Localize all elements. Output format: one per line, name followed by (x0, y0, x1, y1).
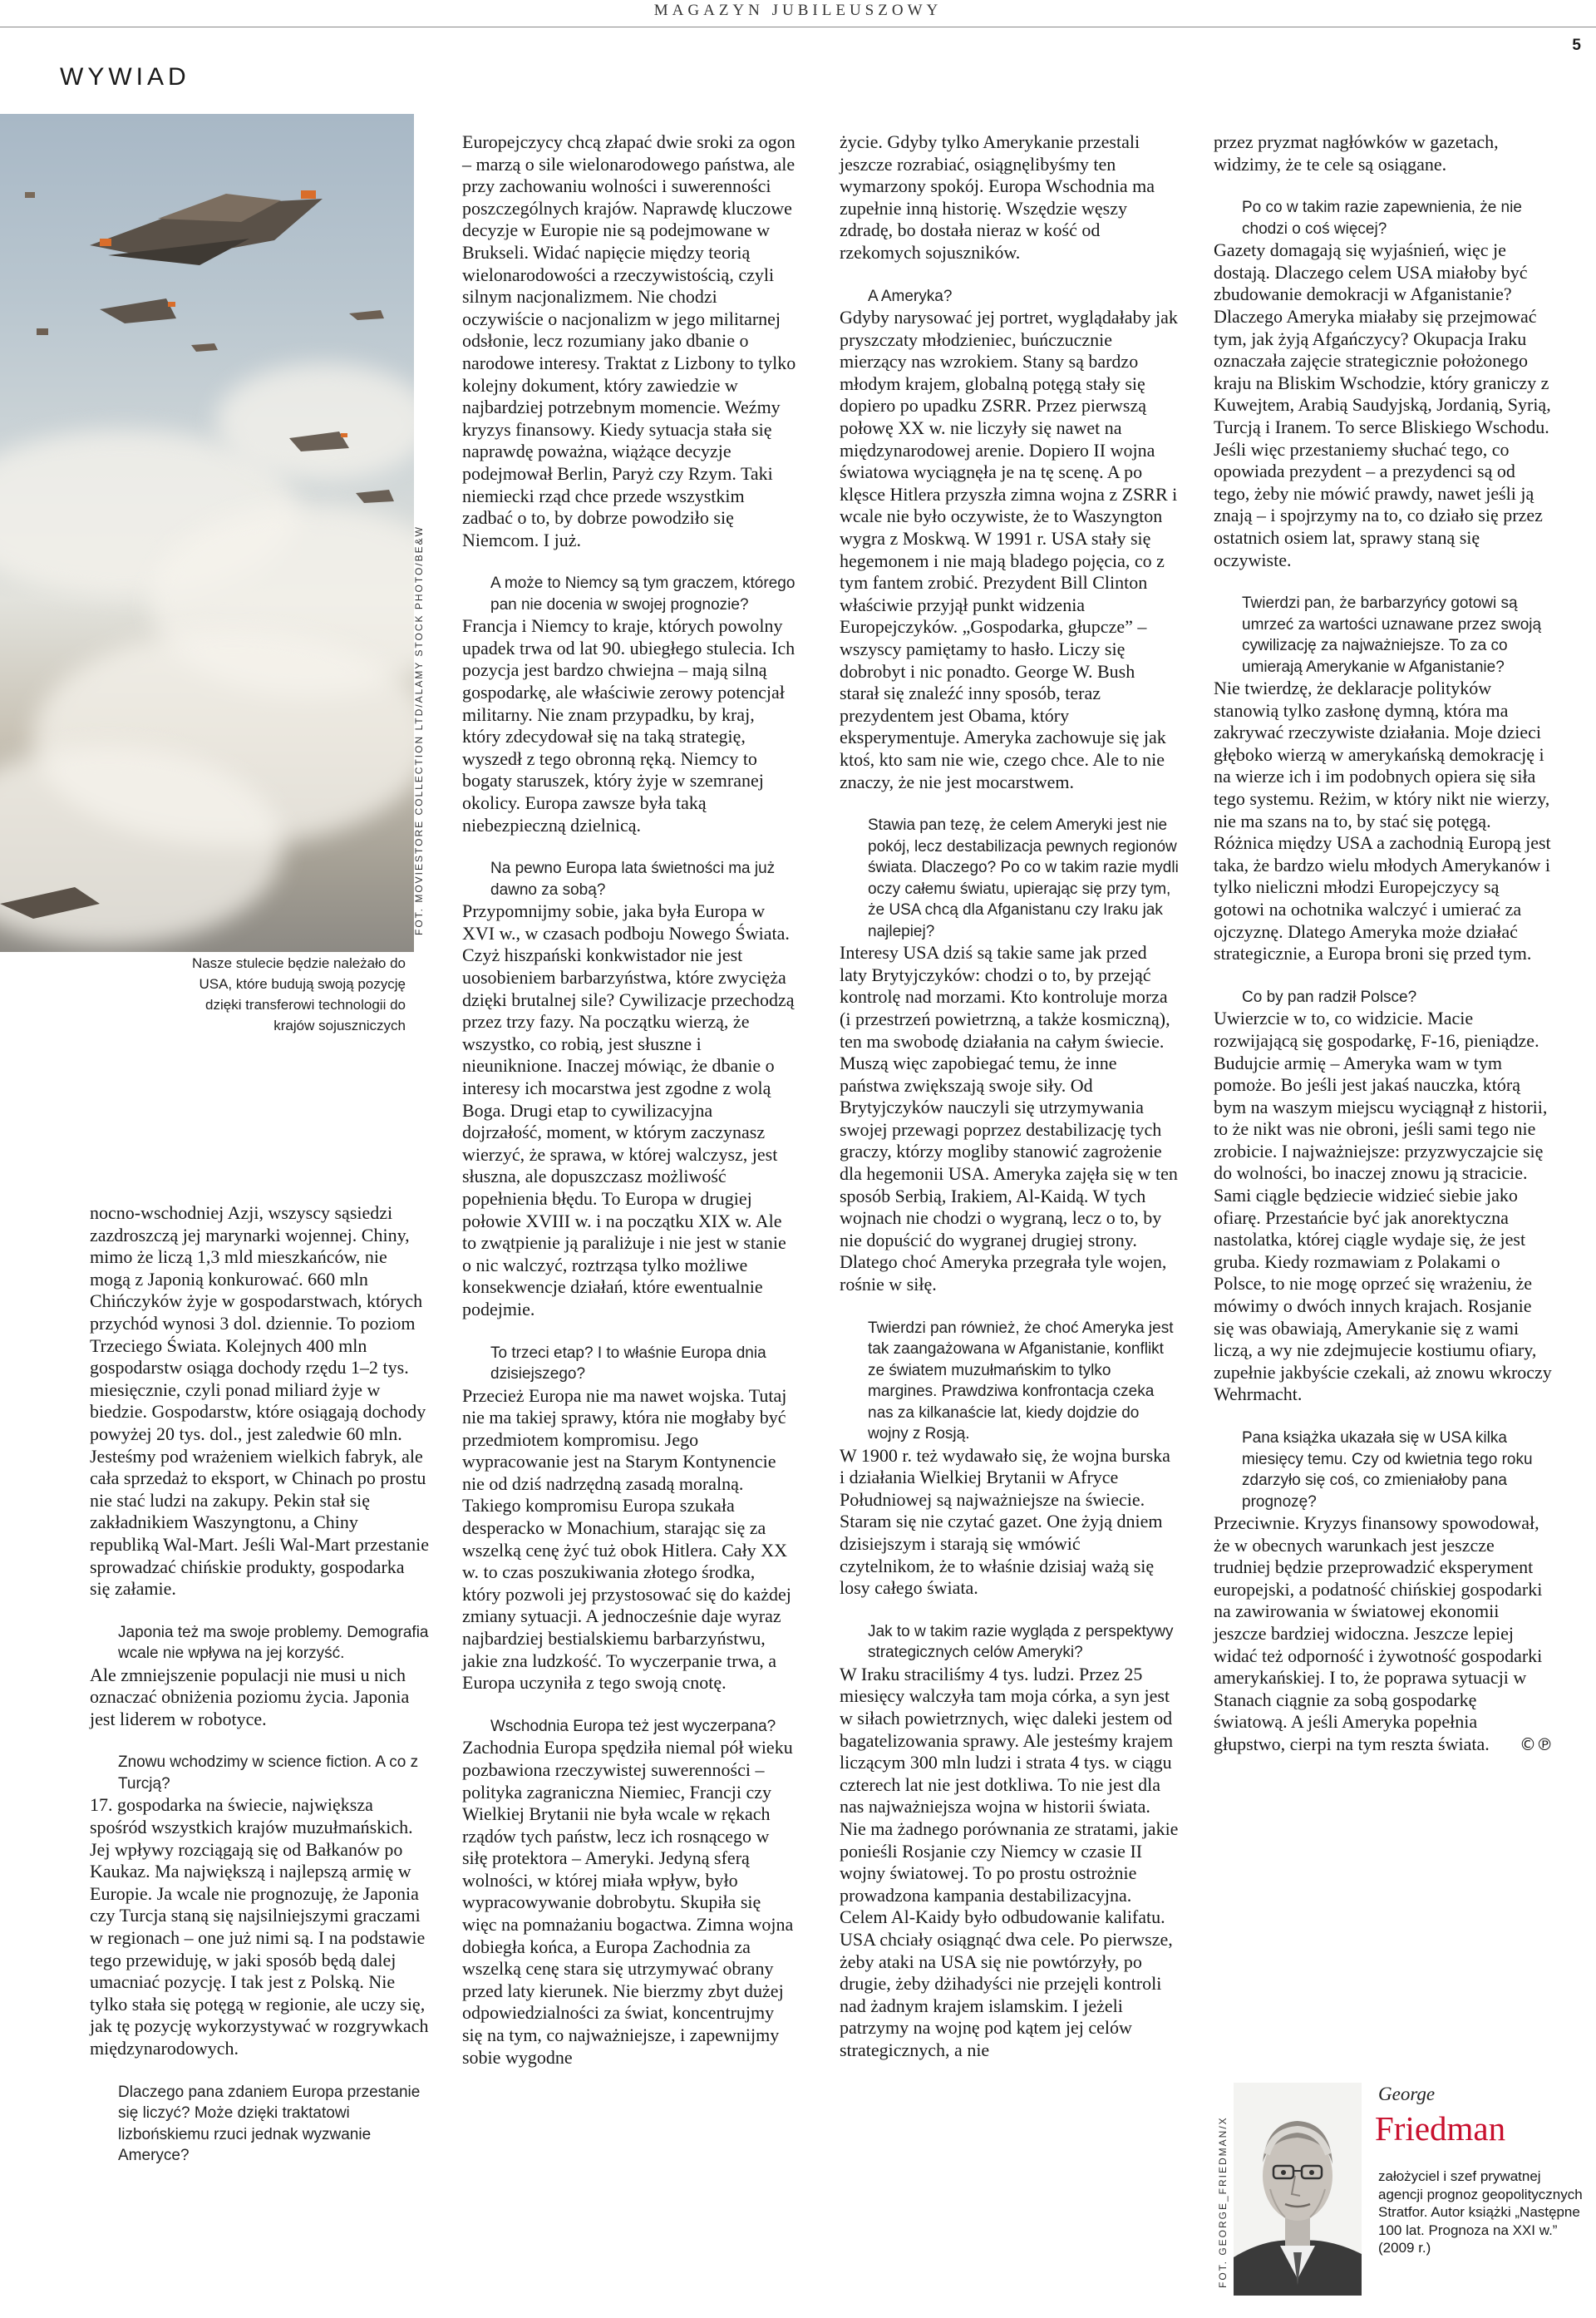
interview-question: A może to Niemcy są tym graczem, którego pan nie docenia w swojej prognozie? (490, 575, 796, 614)
article-paragraph: Gazety domagają się wyjaśnień, więc je dostają. Dlaczego celem USA miałoby być zbudowanie demokracji w Afganistanie? Dlaczego Ameryka miałaby się przejmować tym, jak żyją Afgańczycy? Okupacja Iraku oznaczała zajęcie strategicznie położonego kraju na Bliskim Wschodzie, który graniczy z Kuwejtem, Arabią Saudyjską, Jordanią, Syrią, Turcją i Iranem. To serce Bliskiego Wschodu. Jeśli więc przestaniemy słuchać tego, co opowiada prezydent – a prezydenci są od tego, żeby nie mówić prawdy, nawet jeśli ją znają – i spojrzymy na to, co działo się przez ostatnich osiem lat, sprawy staną się oczywiste. (1214, 239, 1551, 570)
section-label: WYWIAD (60, 63, 190, 91)
interview-question: Twierdzi pan również, że choć Ameryka jest tak zaangażowana w Afganistanie, konflikt ze światem muzułmańskim to tylko margines. Prawdziwa konfrontacja czeka nas za kilkanaście lat, kiedy dojdzie do wojny z Rosją. (868, 1319, 1174, 1443)
article-paragraph: życie. Gdyby tylko Amerykanie przestali jeszcze rozrabiać, osiągnęlibyśmy ten wymarzony spokój. Europa Wschodnia ma zupełnie inną historię. Wszędzie węszy zdradę, bo dostała nieraz w kość od rzekomych sojuszników. (840, 131, 1155, 263)
article-paragraph: przez pryzmat nagłówków w gazetach, widzimy, że te cele są osiągane. (1214, 131, 1499, 175)
interview-question: Znowu wchodzimy w science fiction. A co z Turcją? (118, 1753, 419, 1793)
interview-question: A Ameryka? (868, 287, 953, 305)
interview-question: Wschodnia Europa też jest wyczerpana? (490, 1717, 776, 1735)
article-paragraph: Ale zmniejszenie populacji nie musi u nich oznaczać obniżenia poziomu życia. Japonia jest liderem w robotyce. (90, 1664, 410, 1729)
copyright-mark: ©℗ (1520, 1734, 1553, 1754)
article-ending: Przeciwnie. Kryzys finansowy spowodował, że w obecnych warunkach jest jeszcze trudniej będzie przeprowadzić eksperyment europejski, a podatność chińskiej gospodarki na zawirowania w światowej ekonomii jeszcze bardziej widoczna. Jeszcze lepiej widać też odporność i żywotność gospodarki amerykańskiej. I to, że poprawa sytuacji w Stanach ciągnie za sobą gospodarkę światową. A jeśli Ameryka popełnia głupstwo, cierpi na tym reszta świata. (1214, 1512, 1543, 1754)
interview-question: Po co w takim razie zapewnienia, że nie chodzi o coś więcej? (1242, 199, 1522, 238)
article-paragraph: Przypomnijmy sobie, jaka była Europa w XVI w., w czasach podboju Nowego Świata. Czyż hiszpański konkwistador nie jest uosobieniem barbarzyństwa, które zwycięża dzięki brutalnej sile? Cywilizacje przechodzą przez trzy fazy. Na początku wierzą, że wszystko, co robią, jest słuszne i nieuniknione. Inaczej mówiąc, że dbanie o interesy ich mocarstwa jest zgodne z wolą Boga. Drugi etap to cywilizacyjna dojrzałość, moment, w którym zaczynasz wierzyć, że sprawa, w której walczysz, jest słuszna, ale dopuszczasz możliwość popełnienia błędu. To Europa w drugiej połowie XVIII w. i na początku XIX w. Ale to zwątpienie ją paraliżuje i nie jest w stanie o nic walczyć, roztrząsa tylko możliwe konsekwencje działań, które ewentualnie podejmie. (462, 900, 795, 1319)
article-column-3 (840, 131, 1179, 2061)
article-paragraph: Europejczycy chcą złapać dwie sroki za ogon – marzą o sile wielonarodowego państwa, ale przy zachowaniu wolności i suwerenności poszczególnych krajów. Naprawdę kluczowe decyzje w Europie nie są podejmowane w Brukseli. Widać napięcie między teorią wielonarodowości a rzeczywistością, czyli silnym nacjonalizmem. Nie chodzi oczywiście o nacjonalizm w jego militarnej odsłonie, lecz rozumiany jako dbanie o narodowe interesy. Traktat z Lizbony to tylko kolejny dokument, który zawiedzie w najbardziej potrzebnym momencie. Weźmy kryzys finansowy. Kiedy sytuacja stała się naprawdę poważna, wiążące decyzje podejmował Berlin, Paryż czy Rzym. Taki niemiecki rząd chce przede wszystkim zadbać o to, by dobrze powodziło się Niemcom. I już. (462, 131, 796, 550)
page-number: 5 (1572, 37, 1581, 54)
author-photo-credit: FOT. GEORGE_FRIEDMAN/X (1217, 2116, 1229, 2288)
author-last-name: Friedman (1375, 2109, 1506, 2148)
article-column-4 (1214, 131, 1553, 1756)
article-column-1 (90, 1202, 429, 2167)
article-paragraph: W Iraku straciliśmy 4 tys. ludzi. Przez 25 miesięcy walczyła tam moja córka, a syn jest w siłach powietrznych, więc daleki jestem od bagatelizowania sprawy. Ale jesteśmy krajem liczącym 300 mln ludzi i strata 4 tys. w ciągu czterech lat nie jest dotkliwa. To nie jest dla nas najważniejsza wojna w historii świata. Nie ma żadnego porównania ze stratami, jakie ponieśli Rosjanie czy Niemcy w czasie II wojny światowej. To po prostu ostrożnie prowadzona kampania destabilizacyjna. Celem Al-Kaidy było odbudowanie kalifatu. USA chciały osiągnąć dwa cele. Po pierwsze, żeby ataki na USA się nie powtórzyły, po drugie, żeby dżihadyści nie przejęli kontroli nad żadnym krajem islamskim. I jeżeli patrzymy na wojnę pod kątem jej celów strategicznych, a nie (840, 1663, 1179, 2060)
author-photo (1234, 2083, 1362, 2296)
article-paragraph: Uwierzcie w to, co widzicie. Macie rozwijającą się gospodarkę, F-16, pieniądze. Budujcie armię – Ameryka wam w tym pomoże. Bo jeśli jest jakaś nauczka, którą bym na waszym miejscu wyciągnął z historii, to że nikt was nie obroni, jeśli sami tego nie zrobicie. I najważniejsze: przyzwyczajcie się do wolności, bo inaczej znowu ją stracicie. Sami ciągle będziecie widzieć siebie jako ofiarę. Przestańcie być jak anorektyczna nastolatka, której ciągle wydaje się, że jest gruba. Kiedy rozmawiam z Polakami o Polsce, to nie mogę oprzeć się wrażeniu, że mówimy o dwóch innych krajach. Rosjanie się was obawiają, Amerykanie się z wami liczą, a wy nie zdejmujecie kostiumu ofiary, zupełnie jakbyście czekali, aż znowu wkroczy Wehrmacht. (1214, 1008, 1552, 1405)
article-paragraph (1214, 1512, 1553, 1756)
author-first-name: George (1378, 2084, 1436, 2104)
interview-question: Jak to w takim razie wygląda z perspektywy strategicznych celów Ameryki? (868, 1622, 1174, 1662)
interview-question: Co by pan radził Polsce? (1242, 988, 1417, 1006)
article-paragraph: Francja i Niemcy to kraje, których powolny upadek trwa od lat 90. ubiegłego stulecia. Ich pozycja jest bardzo chwiejna – mają silną gospodarkę, ale właściwie zerowy potencjał militarny. Nie znam przypadku, by kraj, który zdecydował się na taką strategię, wyszedł z tego obronną ręką. Niemcy to bogaty staruszek, który żyje w szemranej okolicy. Europa zawsze była taką niebezpieczną dzielnicą. (462, 615, 796, 836)
photo-credit: FOT. MOVIESTORE COLLECTION LTD/ALAMY STOCK PHOTO/BE&W (413, 525, 425, 935)
interview-question: Japonia też ma swoje problemy. Demografia wcale nie wpływa na jej korzyść. (118, 1623, 429, 1663)
article-photo (0, 114, 414, 952)
article-paragraph: Przecież Europa nie ma nawet wojska. Tutaj nie ma takiej sprawy, która nie mogłaby być przedmiotem kompromisu. Jego wypracowanie jest na Starym Kontynencie nie od dziś nadrzędną zasadą moralną. Takiego kompromisu Europa szukała desperacko w Monachium, starając się za wszelką cenę żyć tuż obok Hitlera. Cały XX w. to czas poszukiwania złotego środka, który pozwoli jej przystosować się do każdej zmiany sytuacji. A jednocześnie daje wyraz najbardziej bestialskiemu barbarzyństwu, jakie zna ludzkość. To wyczerpanie trwa, a Europa uczyniła z tego swoją cnotę. (462, 1384, 791, 1694)
photo-caption: Nasze stulecie będzie należało do USA, które budują swoją pozycję dzięki transferowi technologii do krajów sojuszniczych (191, 955, 406, 1033)
interview-question: Stawia pan tezę, że celem Ameryki jest nie pokój, lecz destabilizacja pewnych regionów świata. Dlaczego? Po co w takim razie mydli oczy całemu światu, upierając się przy tym, że USA chcą dla Afganistanu czy Iraku jak najlepiej? (868, 816, 1179, 940)
article-column-2 (462, 131, 796, 2069)
article-paragraph: Gdyby narysować jej portret, wyglądałaby jak pryszczaty młodzieniec, buńczucznie mierzący nas wzrokiem. Stany są bardzo młodym krajem, globalną potęgą stały się dopiero po upadku ZSRR. Przez pierwszą połowę XX w. nie liczyły się nawet na międzynarodowej arenie. Dopiero II wojna światowa wyciągnęła je na tę scenę. A po klęsce Hitlera przyszła zimna wojna z ZSRR i wcale nie było oczywiste, że to Waszyngton wygra z Moskwą. W 1991 r. USA stały się hegemonem i nie mają bladego pojęcia, co z tym fantem zrobić. Prezydent Bill Clinton właściwie przyjął punkt widzenia Europejczyków. „Gospodarka, głupcze” – wszyscy pamiętamy to hasło. Liczy się dobrobyt i nic ponadto. George W. Bush starał się znaleźć inny sposób, teraz prezydentem jest Obama, który eksperymentuje. Ameryka zachowuje się jak ktoś, kto sam nie wie, czego chce. Ale to nie znaczy, że nie jest mocarstwem. (840, 307, 1178, 792)
article-paragraph: Interesy USA dziś są takie same jak przed laty Brytyjczyków: chodzi o to, by przejąć kontrolę nad morzami. Kto kontroluje morza (i przestrzeń powietrzną, a także kosmiczną), ten ma swobodę działania na całym świecie. Muszą więc zapobiegać temu, że inne państwa zwiększają swoje siły. Od Brytyjczyków nauczyli się utrzymywania swojej przewagi poprzez destabilizację tych graczy, którzy mogliby stanowić zagrożenie dla hegemonii USA. Ameryka zajęła się w ten sposób Serbią, Irakiem, Al-Kaidą. W tych wojnach nie chodzi o wygraną, lecz o to, by nie dopuścić do wygranej drugiej strony. Dlatego choć Ameryka przegrała tyle wojen, rośnie w siłę. (840, 942, 1178, 1295)
interview-question: Na pewno Europa lata świetności ma już dawno za sobą? (490, 860, 776, 899)
interview-question: Pana książka ukazała się w USA kilka miesięcy temu. Czy od kwietnia tego roku zdarzyło się coś, co zmieniałoby pana prognozę? (1242, 1429, 1533, 1511)
interview-question: Twierdzi pan, że barbarzyńcy gotowi są umrzeć za wartości uznawane przez swoją cywilizację za najważniejsze. To za co umierają Amerykanie w Afganistanie? (1242, 594, 1542, 676)
article-paragraph: Zachodnia Europa spędziła niemal pół wieku pozbawiona rzeczywistej suwerenności – polityka zagraniczna Niemiec, Francji czy Wielkiej Brytanii nie była wcale w rękach rządów tych państw, lecz ich rosnącego w siłę protektora – Ameryki. Jedyną sferą wolności, w której miała wpływ, było wypracowywanie dobrobytu. Skupiła się więc na pomnażaniu bogactwa. Zimna wojna dobiegła końca, a Europa Zachodnia za wszelką cenę stara się utrzymywać obrany przed laty kierunek. Nie bierzmy zbyt dużej odpowiedzialności za świat, koncentrujmy się na tym, co najważniejsze, i zapewnijmy sobie wygodne (462, 1737, 794, 2068)
article-paragraph: 17. gospodarka na świecie, największa spośród wszystkich krajów muzułmańskich. Jej wpływy rozciągają się od Bałkanów po Kaukaz. Ma największą i najlepszą armię w Europie. Ja wcale nie prognozuję, że Japonia czy Turcja staną się najsilniejszymi graczami w regionach – one już nimi są. I na podstawie tego przewiduję, w jaki sposób będą dalej umacniać pozycję. I tak jest z Polską. Nie tylko stała się potęgą w regionie, ale uczy się, jak tę pozycję wykorzystywać w rozgrywkach międzynarodowych. (90, 1794, 429, 2059)
article-paragraph: Nie twierdzę, że deklaracje polityków stanowią tylko zasłonę dymną, która ma zakrywać rzeczywiste działania. Moje dzieci głęboko wierzą w amerykańską demokrację i na wierze ich i im podobnych opiera się siła tego systemu. Reżim, w który nikt nie wierzy, nie ma szans na to, by stać się potęgą. Różnica między USA a zachodnią Europą jest taka, że bardzo wielu młodych Amerykanów i tylko nieliczni młodzi Europejczycy są gotowi na ochotnika walczyć i umierać za ojczyznę. Dlatego Ameryka może działać strategicznie, a Europa broni się przed tym. (1214, 678, 1551, 964)
author-portrait (1234, 2083, 1362, 2296)
author-bio: założyciel i szef prywatnej agencji prognoz geopolitycznych Stratfor. Autor książki „Następne 100 lat. Prognoza na XXI w.” (2009 r.) (1378, 2168, 1583, 2256)
masthead: MAGAZYN JUBILEUSZOWY (653, 2, 943, 19)
interview-question: To trzeci etap? I to właśnie Europa dnia dzisiejszego? (490, 1344, 766, 1383)
interview-question: Dlaczego pana zdaniem Europa przestanie się liczyć? Może dzięki traktatowi lizbońskiemu rzuci jednak wyzwanie Ameryce? (118, 2083, 421, 2165)
article-paragraph: nocno-wschodniej Azji, wszyscy sąsiedzi zazdroszczą jej marynarki wojennej. Chiny, mimo że liczą 1,3 mld mieszkańców, nie mogą z Japonią konkurować. 660 mln Chińczyków żyje w gospodarstwach, których przychód wynosi 3 dol. dziennie. To poziom Trzeciego Świata. Kolejnych 400 mln gospodarstw osiąga dochody rzędu 1–2 tys. miesięcznie, czyli ponad miliard żyje w biedzie. Gospodarstw, które osiągają dochody powyżej 20 tys. dol., jest zaledwie 60 mln. Jesteśmy pod wrażeniem wielkich fabryk, ale cała sprzedaż to eksport, w Chinach po prostu nie stać ludzi na zakupy. Pekin stał się zakładnikiem Waszyngtonu, a Chiny republiką Wal-Mart. Jeśli Wal-Mart przestanie sprowadzać chińskie produkty, gospodarka się załamie. (90, 1202, 430, 1600)
spaceship-illustration (0, 114, 414, 952)
article-paragraph: W 1900 r. też wydawało się, że wojna burska i działania Wielkiej Brytanii w Afryce Południowej są najważniejsze na świecie. Staram się nie czytać gazet. One żyją dniem dzisiejszym i starają się wmówić czytelnikom, że to właśnie dzisiaj ważą się losy całego świata. (840, 1444, 1170, 1599)
